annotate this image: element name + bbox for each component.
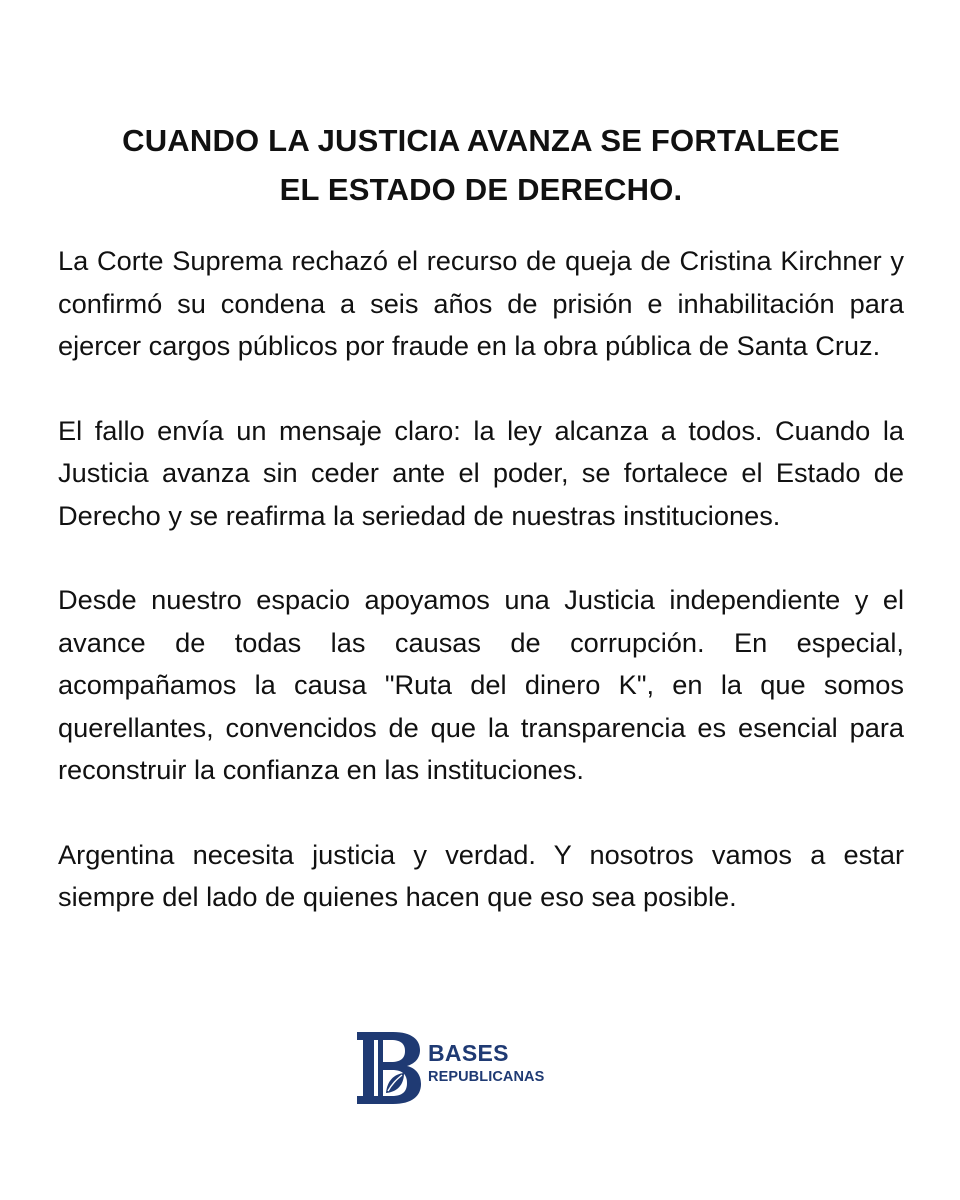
statement [58, 116, 904, 919]
paragraph-message: El fallo envía un mensaje claro: la ley alcanza a todos. Cuando la Justicia avanza sin ceder ante el poder, se fortalece el Estado de Derecho y se reafirma la seriedad de nuestras instituciones. [58, 414, 904, 531]
logo-word-republicanas: REPUBLICANAS [428, 1069, 545, 1085]
title-line-2: EL ESTADO DE DERECHO. [279, 172, 683, 207]
title-line-1: CUANDO LA JUSTICIA AVANZA SE FORTALECE [122, 123, 840, 158]
paragraph-support: Desde nuestro espacio apoyamos una Justicia independiente y el avance de todas las causas de corrupción. En especial, acompañamos la causa "Ruta del dinero K", en la que somos querellantes, convencidos de que la transparencia es esencial para reconstruir la confianza en las instituciones. [58, 584, 904, 785]
logo-wordmark [428, 1042, 544, 1085]
organization-logo [357, 1032, 577, 1106]
bases-republicanas-logo-icon [357, 1032, 421, 1104]
logo-word-bases: BASES [428, 1040, 509, 1066]
paragraph-ruling: La Corte Suprema rechazó el recurso de queja de Cristina Kirchner y confirmó su condena a seis años de prisión e inhabilitación para ejercer cargos públicos por fraude en la obra pública de Santa Cruz. [58, 245, 904, 361]
paragraph-closing: Argentina necesita justicia y verdad. Y nosotros vamos a estar siempre del lado de quienes hacen que eso sea posible. [58, 838, 904, 912]
statement-title [58, 116, 904, 214]
